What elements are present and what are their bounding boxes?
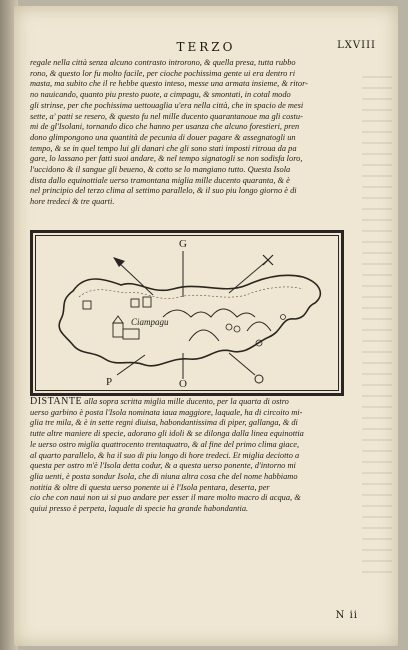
text-line: gli strinse, per che pochissima uettouaglia u'era nella città, che in spacio de mesi	[30, 100, 304, 110]
text-line: glia uenti, è posta sondur Isola, che di niuna altra cosa che del nome habbiamo	[30, 471, 298, 481]
folio-number: LXVIII	[337, 40, 376, 51]
southeast-ring-icon	[255, 375, 263, 383]
text-line-first	[30, 397, 360, 408]
text-line: nel principio del terzo clima al settimo parallelo, & il suo piu longo giorno è di	[30, 186, 297, 196]
compass-southeast-ray	[229, 353, 255, 375]
text-line: hore tredeci & tre quarti.	[30, 197, 115, 207]
woodcut-map-ciampagu	[30, 230, 344, 396]
text-line: l'uccidono & il sangue gli beueno, & cotto se lo mangiano tutto. Questa Isola	[30, 165, 291, 175]
paragraph-ciampagu	[30, 58, 360, 208]
text-line: questa per ostro m'è l'Isola detta codur, & a questa uerso ponente, d'intorno mi	[30, 461, 296, 471]
text-line: glia tre mila, & è in sette regni diuisa, habondantissima di piper, gallanga, & di	[30, 418, 298, 428]
text-line: gare, lo lassano per fatti suoi andare, & nel tempo signatogli se non sodisfa loro,	[30, 154, 303, 164]
text-line: sette, a' patti se resero, & questo fu nel mille ducento quarantanoue ma gli costu-	[30, 111, 303, 121]
text-line: dono glimpongono una quantità de pecunia di douer pagare & assegnatogli un	[30, 132, 296, 142]
text-line: regale nella città senza alcuno contrasto introrono, & quella presa, tutta rubbo	[30, 58, 296, 67]
book-page	[14, 6, 398, 646]
lead-word: DISTANTE	[30, 397, 83, 407]
text-line: notitia & oltre di questa uerso ponente ui è l'Isola pentara, deserta, per	[30, 482, 270, 492]
northwest-arrow-head	[113, 257, 125, 267]
signature-mark: N ii	[335, 610, 358, 621]
mountain-right	[247, 322, 271, 331]
compass-letter-bottom: O	[179, 378, 187, 387]
compass-southwest-ray	[117, 355, 145, 375]
show-through-text	[362, 76, 392, 576]
text-line: mi de gl'Isolani, tornando dico che hanno per usanza che alcuno forestieri, pren	[30, 122, 300, 132]
paragraph-iava	[30, 397, 360, 515]
running-head: TERZO	[176, 40, 236, 54]
text-line: tutte altre maniere di specie, adorano gli idoli & se dilonga dalla linea equinottia	[30, 429, 304, 439]
compass-northeast-ray	[229, 259, 269, 293]
text-line: masta, ma subito che il re hebbe questo inteso, messe una armata insieme, & ritor-	[30, 79, 308, 89]
text-line: le uerso ostro miglia quattrocento trentaquatro, & al fine del primo clima giace,	[30, 439, 300, 449]
northeast-cross-icon	[263, 255, 273, 265]
compass-letter-bottom-left: P	[105, 376, 113, 387]
text-line: al quarto parallelo, & ha il suo di piu longo di hore tredeci. Et miglia deciotto a	[30, 450, 300, 460]
text-line: tempo, & se in quel tempo lui gli danari che gli sono stati imposti ritroua da pa	[30, 143, 297, 153]
compass-letter-top: G	[179, 238, 187, 250]
island-woodcut	[33, 233, 335, 387]
text-line: dista dallo equinottiale uerso tramontana miglia mille ducento quaranta, & è	[30, 175, 290, 185]
text-line: uerso garbino è posta l'Isola nominata iaua maggiore, laquale, ha di circoito mi-	[30, 407, 303, 417]
island-shore-hatching	[79, 287, 303, 299]
text-line: cio che con naui non ui si puo andare per esser il mare molto macro di acqua, &	[30, 493, 301, 503]
first-line-rest: alla sopra scritta miglia mille ducento, per la quarta di ostro	[82, 397, 289, 406]
text-line: no nauicando, quanto piu presto puote, a cimpagu, & smontati, in cotal modo	[30, 90, 291, 100]
text-line: rono, & questo lor fu molto facile, per cioche pochissima gente ui era dentro ri	[30, 68, 296, 78]
trees	[226, 315, 286, 347]
mountain-left	[189, 330, 219, 341]
compass-northwest-ray	[117, 261, 153, 295]
hills	[163, 309, 255, 317]
text-line: quiui presso è perpeta, laquale di specie ha grande habondantia.	[30, 504, 249, 514]
island-coastline	[59, 275, 320, 365]
map-label-ciampagu: Ciampagu	[131, 317, 169, 327]
